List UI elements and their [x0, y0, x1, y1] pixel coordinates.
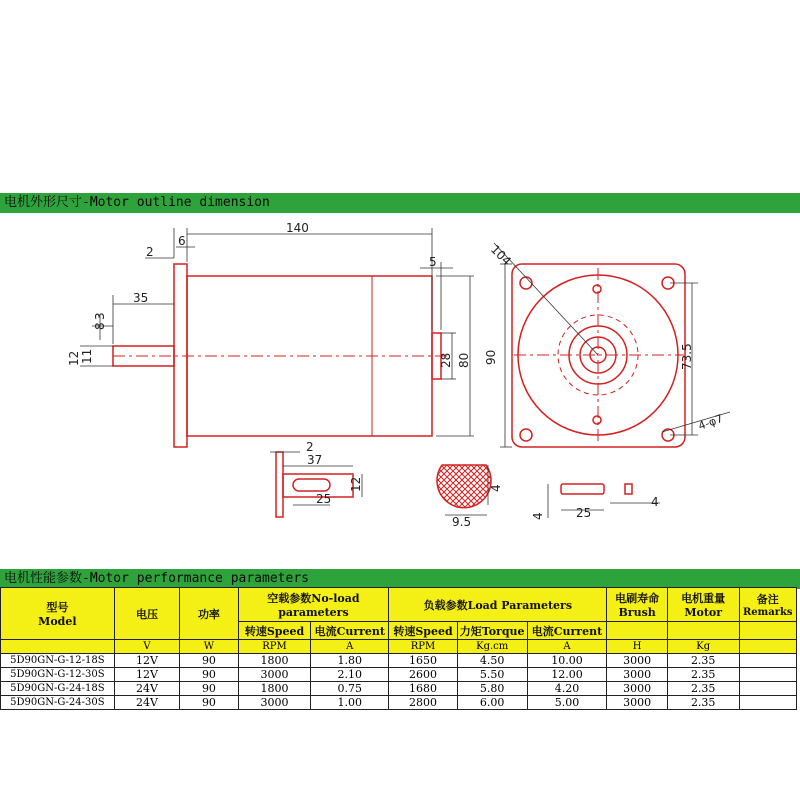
outline-section-title: 电机外形尺寸-Motor outline dimension — [0, 193, 800, 213]
dim-140: 140 — [286, 221, 309, 235]
key-dim-4-left: 4 — [531, 512, 545, 520]
section-dim-4: 4 — [489, 484, 503, 492]
units-row: V W RPM A RPM Kg.cm A H Kg — [1, 640, 797, 654]
header-noload-speed: 转速Speed — [238, 622, 311, 640]
dim-73-5: 73.5 — [680, 343, 694, 370]
dim-80: 80 — [457, 352, 471, 368]
side-dimension-lines — [80, 228, 474, 436]
dim-28: 28 — [439, 352, 453, 368]
performance-table — [0, 587, 797, 710]
header-weight: 电机重量 Motor — [667, 588, 739, 622]
header-brush: 电刷寿命 Brush — [607, 588, 667, 622]
motor-front-view — [512, 264, 685, 447]
table-row: 5D90GN-G-24-18S 24V 90 1800 0.75 1680 5.80 4.20 3000 2.35 — [1, 682, 797, 696]
dim-4-phi7: 4-φ7 — [696, 411, 725, 433]
dim-12: 12 — [67, 350, 81, 366]
section-dim-9-5: 9.5 — [452, 515, 472, 529]
dim-90: 90 — [484, 349, 498, 365]
key-dim-4-right: 4 — [651, 495, 659, 509]
dim-3: 3 — [93, 312, 107, 320]
header-load: 负载参数Load Parameters — [389, 588, 607, 622]
header-load-torque: 力矩Torque — [457, 622, 527, 640]
dim-6: 6 — [178, 234, 186, 248]
motor-side-view — [113, 264, 450, 447]
key-dim-25: 25 — [576, 506, 592, 520]
header-load-speed: 转速Speed — [389, 622, 458, 640]
table-row: 5D90GN-G-12-18S 12V 90 1800 1.80 1650 4.50 10.00 3000 2.35 — [1, 654, 797, 668]
shaft-dim-12: 12 — [349, 476, 363, 492]
header-model: 型号 Model — [1, 588, 115, 640]
header-noload-current: 电流Current — [311, 622, 389, 640]
header-remarks: 备注 Remarks — [739, 588, 796, 622]
dim-2: 2 — [146, 245, 154, 259]
motor-outline-drawing — [0, 213, 800, 548]
header-power: 功率 — [180, 588, 238, 640]
header-voltage: 电压 — [114, 588, 180, 640]
performance-section-title: 电机性能参数-Motor performance parameters — [0, 569, 800, 589]
table-row: 5D90GN-G-12-30S 12V 90 3000 2.10 2600 5.50 12.00 3000 2.35 — [1, 668, 797, 682]
mount-hole-bl — [520, 429, 532, 441]
mount-hole-tl — [520, 277, 532, 289]
dim-104: 104 — [487, 242, 514, 269]
shaft-cross-section — [437, 465, 491, 508]
shaft-dim-25: 25 — [316, 492, 332, 506]
table-row: 5D90GN-G-24-30S 24V 90 3000 1.00 2800 6.00 5.00 3000 2.35 — [1, 696, 797, 710]
dim-11: 11 — [80, 348, 94, 364]
front-dimension-lines — [494, 243, 730, 447]
dim-8: 8 — [93, 322, 107, 330]
dim-5: 5 — [429, 255, 437, 269]
header-noload: 空载参数No-load parameters — [238, 588, 389, 622]
key-detail — [561, 484, 632, 494]
dim-35: 35 — [133, 291, 149, 305]
header-load-current: 电流Current — [527, 622, 607, 640]
shaft-dim-37: 37 — [307, 453, 323, 467]
shaft-dim-2: 2 — [306, 440, 314, 454]
